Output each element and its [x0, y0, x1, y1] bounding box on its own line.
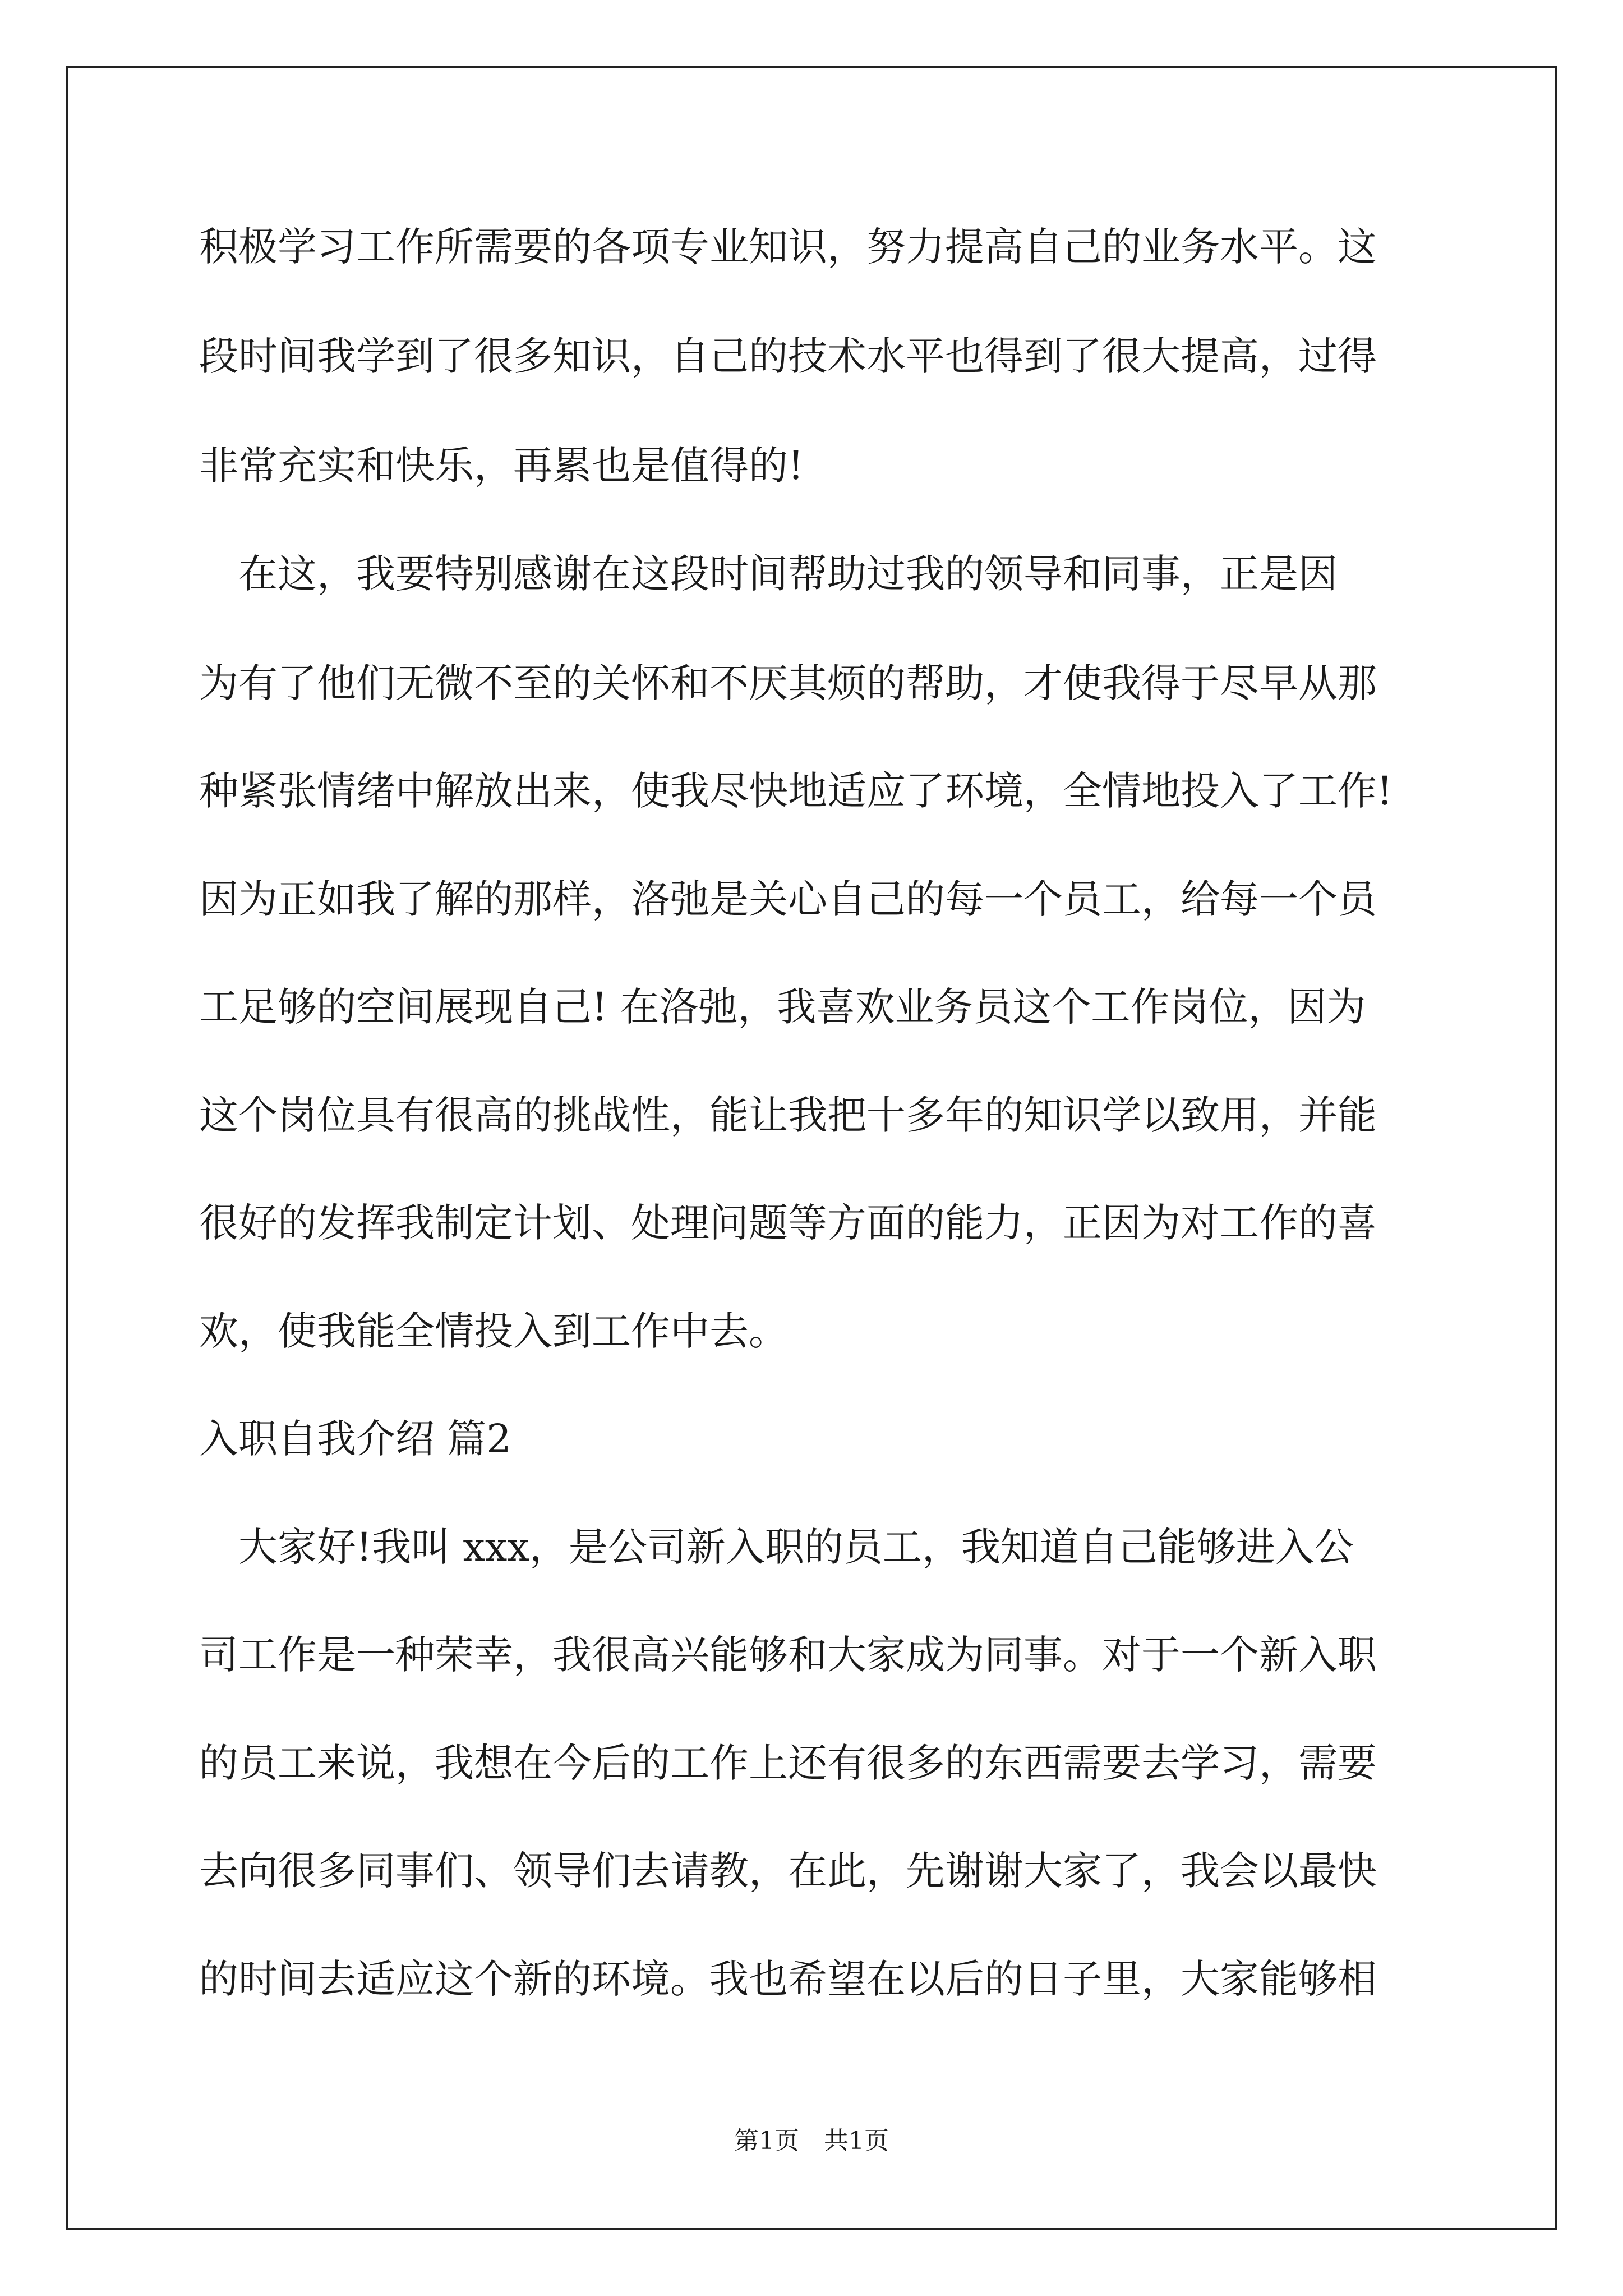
- page-border: [66, 66, 1557, 2230]
- paragraph-line: 因为正如我了解的那样，洛弛是关心自己的每一个员工，给每一个员: [199, 876, 1377, 922]
- paragraph-line: 工足够的空间展现自己! 在洛弛，我喜欢业务员这个工作岗位，因为: [199, 984, 1366, 1030]
- section-heading: 入职自我介绍 篇2: [199, 1416, 511, 1462]
- paragraph-line: 在这，我要特别感谢在这段时间帮助过我的领导和同事，正是因: [199, 551, 1338, 597]
- paragraph-line: 这个岗位具有很高的挑战性，能让我把十多年的知识学以致用，并能: [199, 1092, 1377, 1138]
- paragraph-line: 去向很多同事们、领导们去请教，在此，先谢谢大家了，我会以最快: [199, 1848, 1377, 1894]
- paragraph-line: 种紧张情绪中解放出来，使我尽快地适应了环境，全情地投入了工作!: [199, 768, 1393, 814]
- paragraph-line: 为有了他们无微不至的关怀和不厌其烦的帮助，才使我得于尽早从那: [199, 660, 1377, 706]
- paragraph-line: 很好的发挥我制定计划、处理问题等方面的能力，正因为对工作的喜: [199, 1200, 1377, 1246]
- paragraph-line: 欢，使我能全情投入到工作中去。: [199, 1308, 788, 1354]
- paragraph-line: 段时间我学到了很多知识，自己的技术水平也得到了很大提高，过得: [199, 333, 1377, 379]
- paragraph-line: 的时间去适应这个新的环境。我也希望在以后的日子里，大家能够相: [199, 1956, 1377, 2002]
- page-footer: 第1页 共1页: [734, 2127, 889, 2155]
- paragraph-line: 非常充实和快乐，再累也是值得的!: [199, 443, 804, 489]
- paragraph-line: 大家好!我叫 xxx，是公司新入职的员工，我知道自己能够进入公: [199, 1524, 1354, 1570]
- paragraph-line: 司工作是一种荣幸，我很高兴能够和大家成为同事。对于一个新入职: [199, 1632, 1377, 1678]
- paragraph-line: 积极学习工作所需要的各项专业知识，努力提高自己的业务水平。这: [199, 224, 1377, 270]
- paragraph-line: 的员工来说，我想在今后的工作上还有很多的东西需要去学习，需要: [199, 1740, 1377, 1786]
